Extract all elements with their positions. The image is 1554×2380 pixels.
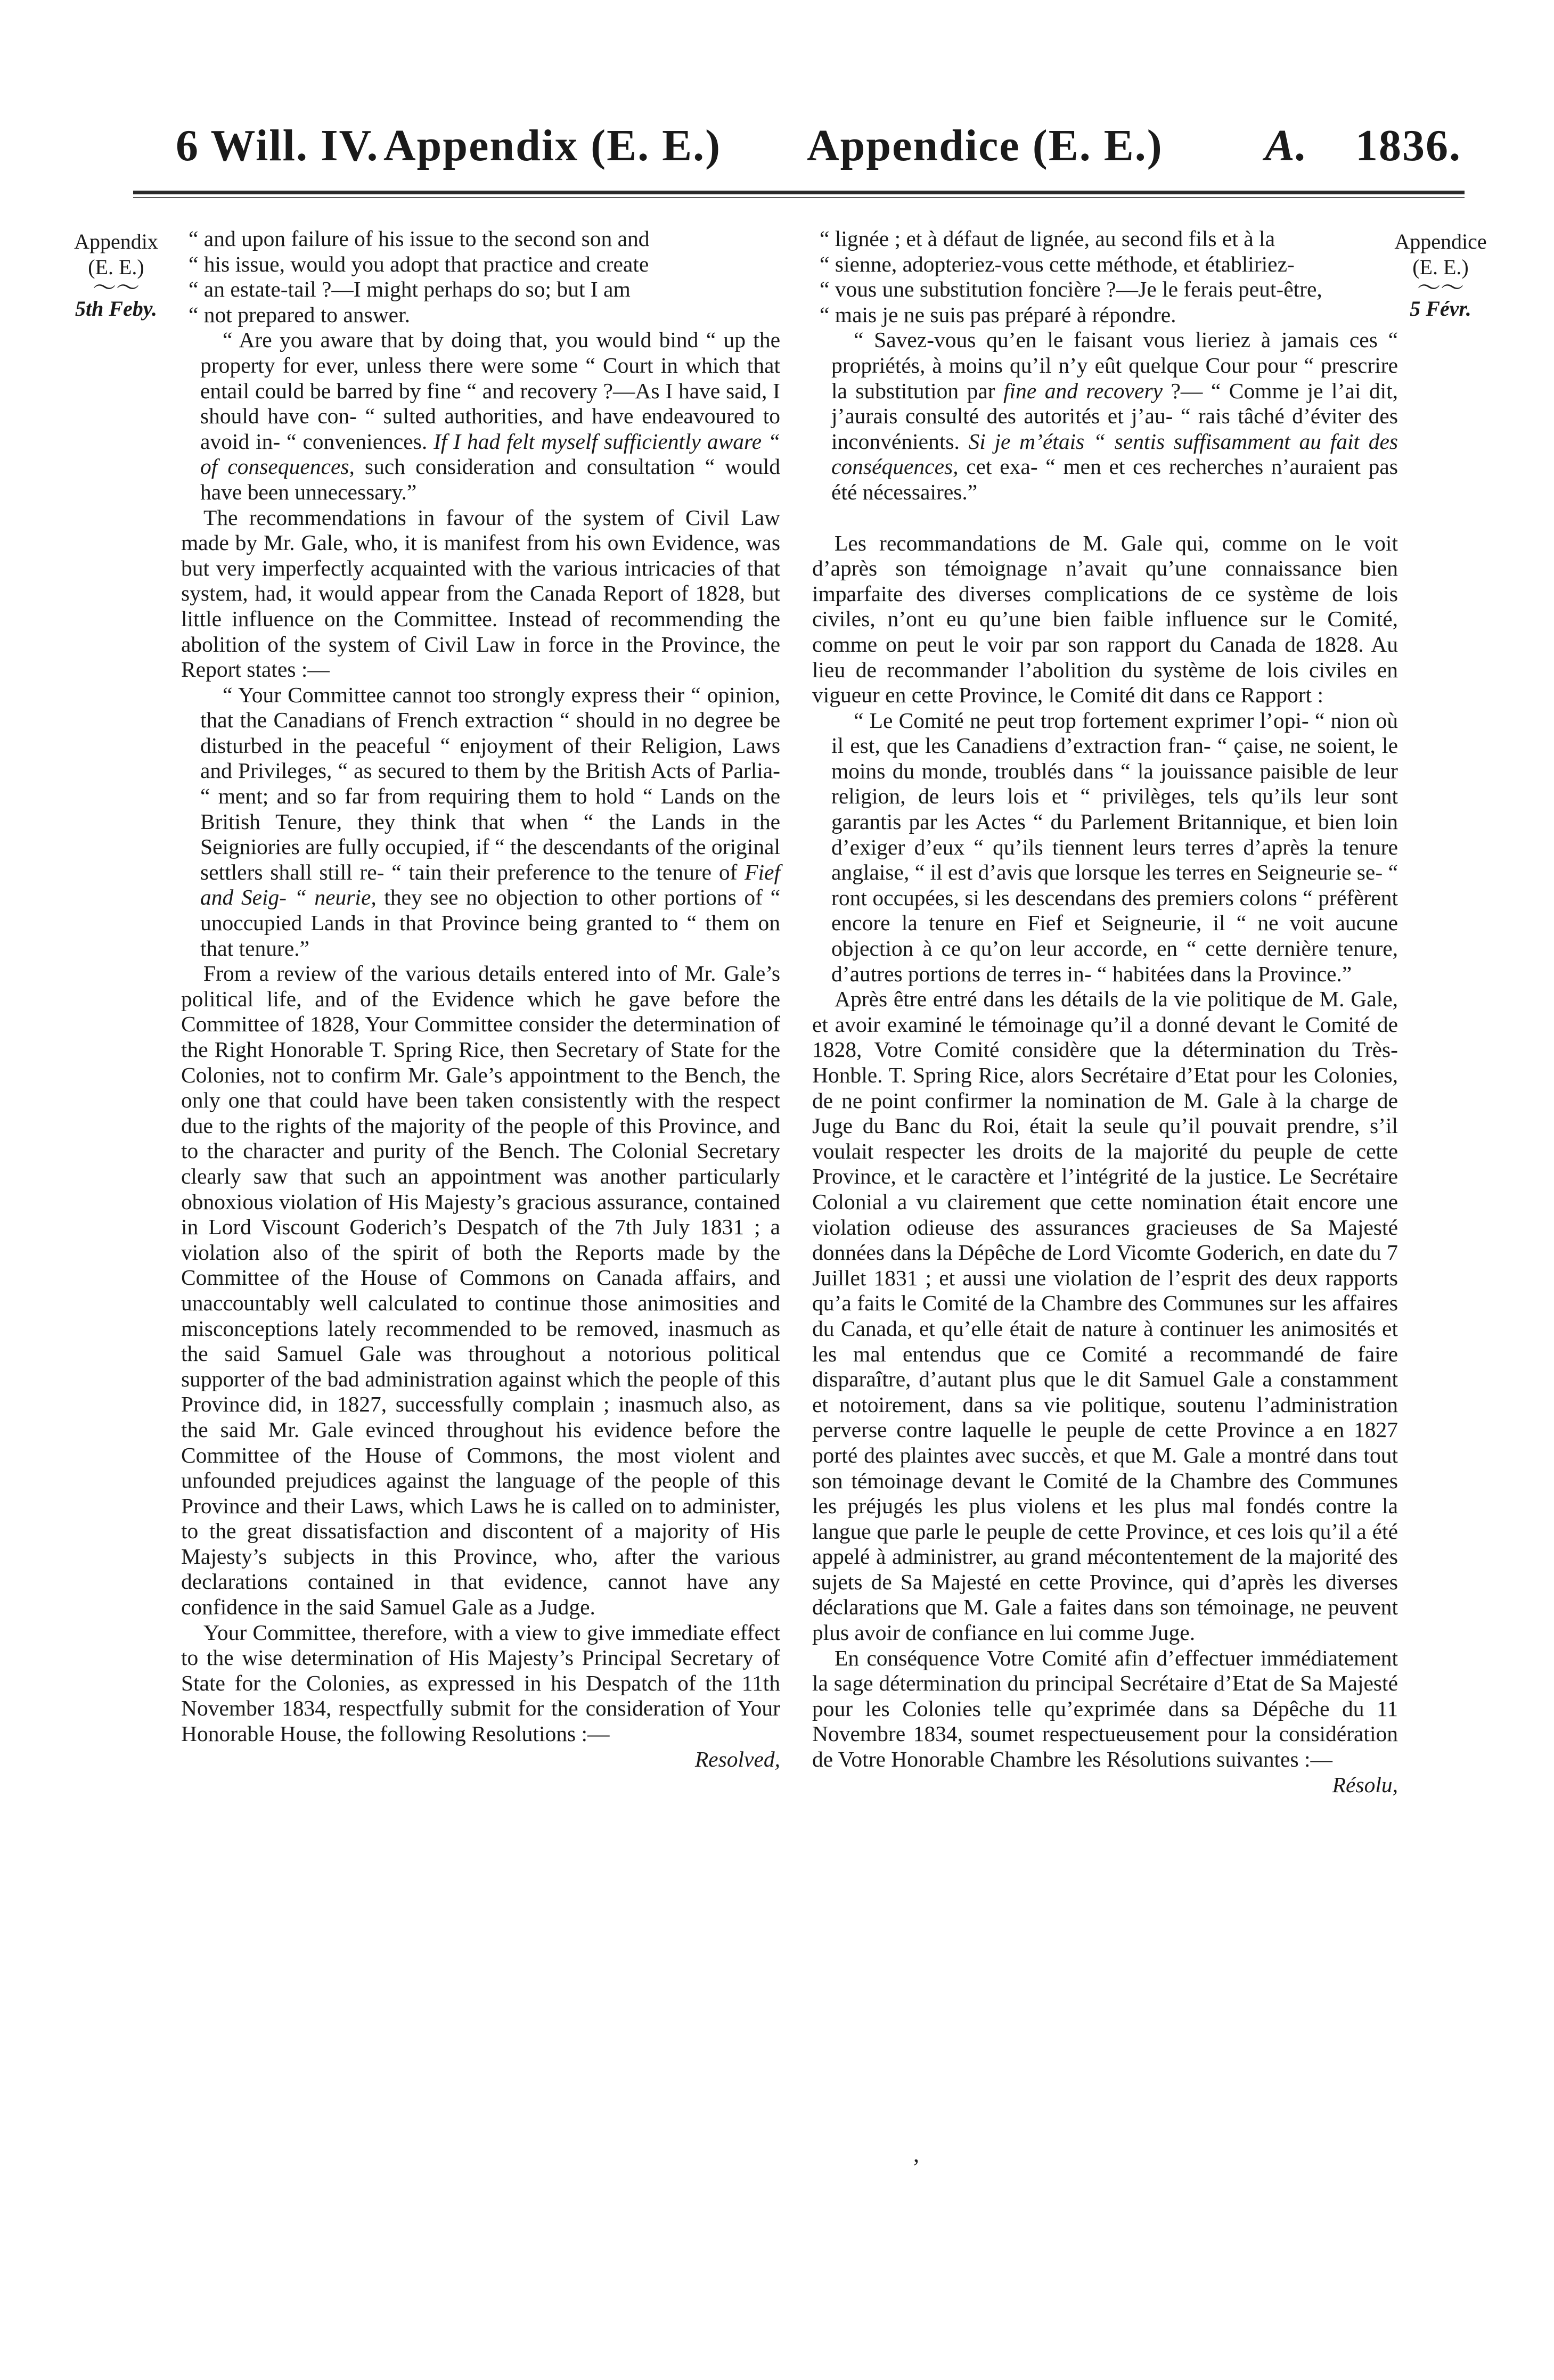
fr-paragraph-3: En conséquence Votre Comité afin d’effectuer immédiatement la sage détermination du principal Secrétaire d’Etat de Sa Majesté pour les Colonies telle qu’exprimée dans sa Dépêche du 11 Novembre 1834, soumet respectueusement pour la considération de Votre Honorable Chambre les Résolutions suivantes :—: [812, 1645, 1398, 1772]
margin-left-label: Appendix: [74, 229, 158, 253]
fr-quote-3: “ Le Comité ne peut trop fortement exprimer l’opi- “ nion où il est, que les Canadiens d’extraction fran- “ çaise, ne soient, le moins du monde, troublés dans “ la jouissance paisible de leur religion, de leurs lois et “ privilèges, tels qu’ils leur sont garantis par les Actes “ du Parlement Britannique, et bien loin d’exiger d’eux “ qu’ils tiennent leurs terres d’après la tenure anglaise, “ il est d’avis que lorsque les terres en Seigneurie se- “ ront occupées, si les descendans des premiers colons “ préfèrent encore la tenure en Fief et Seigneurie, il “ ne voit aucune objection à ce qu’on leur accorde, en “ cette dernière tenure, d’autres portions de terres in- “ habitées dans la Province.”: [831, 708, 1398, 986]
french-column: [812, 226, 1398, 1798]
en-quote-line-3: “ an estate-tail ?—I might perhaps do so; but I am: [189, 277, 631, 302]
fr-catchword: Résolu,: [1332, 1772, 1398, 1797]
tilde-ornament-icon: 〜〜: [93, 275, 140, 301]
header-rule: [133, 191, 1465, 194]
tilde-ornament-icon: 〜〜: [1417, 275, 1464, 301]
margin-left-date: 5th Feby.: [75, 297, 158, 321]
english-column: [181, 226, 780, 1772]
fr-paragraph-1: Les recommandations de M. Gale qui, comme on le voit d’après son témoignage n’avait qu’une connaissance bien imparfaite des diverses complications de ce système de lois civiles, n’ont eu qu’une bien faible influence sur le Comité, comme on peut le voir par son rapport du Canada de 1828. Au lieu de recommander l’abolition du système de lois civiles en vigueur en cette Province, le Comité dit dans ce Rapport :: [812, 530, 1398, 708]
fr-quote-2: “ Savez-vous qu’en le faisant vous lieriez à jamais ces “ propriétés, à moins qu’il n’y eût quelque Cour pour “ prescrire la substitution par fine and recovery ?— “ Comme je l’ai dit, j’aurais consulté des autorités et j’au- “ rais tâché d’éviter des inconvénients. Si je m’étais “ sentis suffisamment au fait des conséquences, cet exa- “ men et ces recherches n’auraient pas été nécessaires.”: [831, 327, 1398, 504]
running-header: [0, 120, 1554, 178]
header-appendix-fr: Appendice (E. E.): [807, 121, 1163, 170]
en-paragraph-3: Your Committee, therefore, with a view to give immediate effect to the wise determination of His Majesty’s Principal Secretary of State for the Colonies, as expressed in his Despatch of the 11th November 1834, respectfully submit for the consideration of Your Honorable House, the following Resolutions :—: [181, 1620, 780, 1746]
en-quote-line-2: “ his issue, would you adopt that practice and create: [189, 251, 649, 276]
fr-spacer: [812, 505, 1398, 531]
en-quote-line-4: “ not prepared to answer.: [189, 302, 410, 327]
margin-right-label: Appendice: [1394, 229, 1487, 253]
header-appendix-en: Appendix (E. E.): [383, 121, 722, 170]
fr-quote-line-3: “ vous une substitution foncière ?—Je le ferais peut-être,: [820, 277, 1322, 302]
en-catchword: Resolved,: [694, 1746, 780, 1771]
margin-note-left: [63, 229, 169, 322]
en-paragraph-1: The recommendations in favour of the system of Civil Law made by Mr. Gale, who, it is manifest from his own Evidence, was but very imperfectly acquainted with the various intricacies of that system, had, it would appear from the Canada Report of 1828, but little influence on the Committee. Instead of recommending the abolition of the system of Civil Law in force in the Province, the Report states :—: [181, 505, 780, 682]
en-quote-3: “ Your Committee cannot too strongly express their “ opinion, that the Canadians of French extraction “ should in no degree be disturbed in the peaceful “ enjoyment of their Religion, Laws and Privileges, “ as secured to them by the British Acts of Parlia- “ ment; and so far from requiring them to hold “ Lands on the British Tenure, they think that when “ the Lands in the Seigniories are fully occupied, if “ the descendants of the original settlers shall still re- “ tain their preference to the tenure of Fief and Seig- “ neurie, they see no objection to other portions of “ unoccupied Lands in that Province being granted to “ them on that tenure.”: [200, 682, 781, 961]
header-year: 1836.: [1355, 121, 1461, 170]
en-quote-line-1: “ and upon failure of his issue to the second son and: [189, 226, 650, 251]
header-regnal-year: 6 Will. IV.: [176, 121, 379, 170]
margin-right-ref: (E. E.): [1412, 255, 1469, 279]
margin-note-right: [1385, 229, 1496, 322]
stray-mark: ,: [913, 2141, 919, 2167]
fr-paragraph-2: Après être entré dans les détails de la vie politique de M. Gale, et avoir examiné le témoinage qu’il a donné devant le Comité de 1828, Votre Comité considère que la détermination du Très-Honble. T. Spring Rice, alors Secrétaire d’Etat pour les Colonies, de ne point confirmer la nomination de M. Gale à la charge de Juge du Banc du Roi, était la seule qu’il pouvait prendre, s’il voulait respecter les droits de la majorité du peuple de cette Province, et le caractère et l’intégrité de la justice. Le Secrétaire Colonial a vu clairement que cette nomination était encore une violation odieuse des assurances gracieuses de Sa Majesté données dans la Dépêche de Lord Vicomte Goderich, en date du 7 Juillet 1831 ; et aussi une violation de l’esprit des deux rapports qu’a faits le Comité de la Chambre des Communes sur les affaires du Canada, et qu’elle était de nature à continuer les animosités et les mal entendus que ce Comité a recommandé de faire disparaître, d’autant plus que le dit Samuel Gale a constamment et notoirement, dans sa vie politique, soutenu l’administration perverse contre laquelle le peuple de cette Province a en 1827 porté des plaintes avec succès, et que M. Gale a montré dans tout son témoinage devant le Comité de la Chambre des Communes les préjugés les plus violens et les plus mal fondés contre la langue que parle le peuple de cette Province, et ces lois qu’il a été appelé à administrer, au grand mécontentement de la majorité des sujets de Sa Majesté en cette Province, qui d’après les diverses déclarations que M. Gale a faites dans son témoinage, ne peuvent plus avoir de confiance en lui comme Juge.: [812, 987, 1398, 1645]
en-paragraph-2: From a review of the various details entered into of Mr. Gale’s political life, and of the Evidence which he gave before the Committee of 1828, Your Committee consider the determination of the Right Honorable T. Spring Rice, then Secretary of State for the Colonies, not to confirm Mr. Gale’s appointment to the Bench, the only one that could have been taken consistently with the respect due to the rights of the majority of the people of this Province, and to the character and purity of the Bench. The Colonial Secretary clearly saw that such an appointment was another particularly obnoxious violation of His Majesty’s gracious assurance, contained in Lord Viscount Goderich’s Despatch of the 7th July 1831 ; a violation also of the spirit of both the Reports made by the Committee of the House of Commons on Canada affairs, and unaccountably well calculated to continue those animosities and misconceptions lately recommended to be removed, inasmuch as the said Samuel Gale was throughout a notorious political supporter of the bad administration against which the people of this Province did, in 1827, successfully complain ; inasmuch also, as the said Mr. Gale evinced throughout his evidence before the Committee of the House of Commons, the most violent and unfounded prejudices against the language of the people of this Province and their Laws, which Laws he is called on to administer, to the great dissatisfaction and discontent of a majority of His Majesty’s subjects in this Province, who, after the various declarations contained in that evidence, cannot have any confidence in the said Samuel Gale as a Judge.: [181, 961, 780, 1620]
fr-quote-line-2: “ sienne, adopteriez-vous cette méthode, et établiriez-: [820, 251, 1295, 276]
fr-quote-line-1: “ lignée ; et à défaut de lignée, au second fils et à la: [820, 226, 1275, 251]
fr-quote-line-4: “ mais je ne suis pas préparé à répondre.: [820, 302, 1176, 327]
margin-left-ref: (E. E.): [88, 255, 144, 279]
header-rule-thin: [133, 197, 1465, 198]
header-volume-letter: A.: [1265, 121, 1308, 170]
margin-right-date: 5 Févr.: [1410, 297, 1471, 321]
en-quote-2: “ Are you aware that by doing that, you would bind “ up the property for ever, unless there were some “ Court in which that entail could be barred by fine “ and recovery ?—As I have said, I should have con- “ sulted authorities, and have endeavoured to avoid in- “ conveniences. If I had felt myself sufficiently aware “ of consequences, such consideration and consultation “ would have been unnecessary.”: [200, 327, 780, 504]
